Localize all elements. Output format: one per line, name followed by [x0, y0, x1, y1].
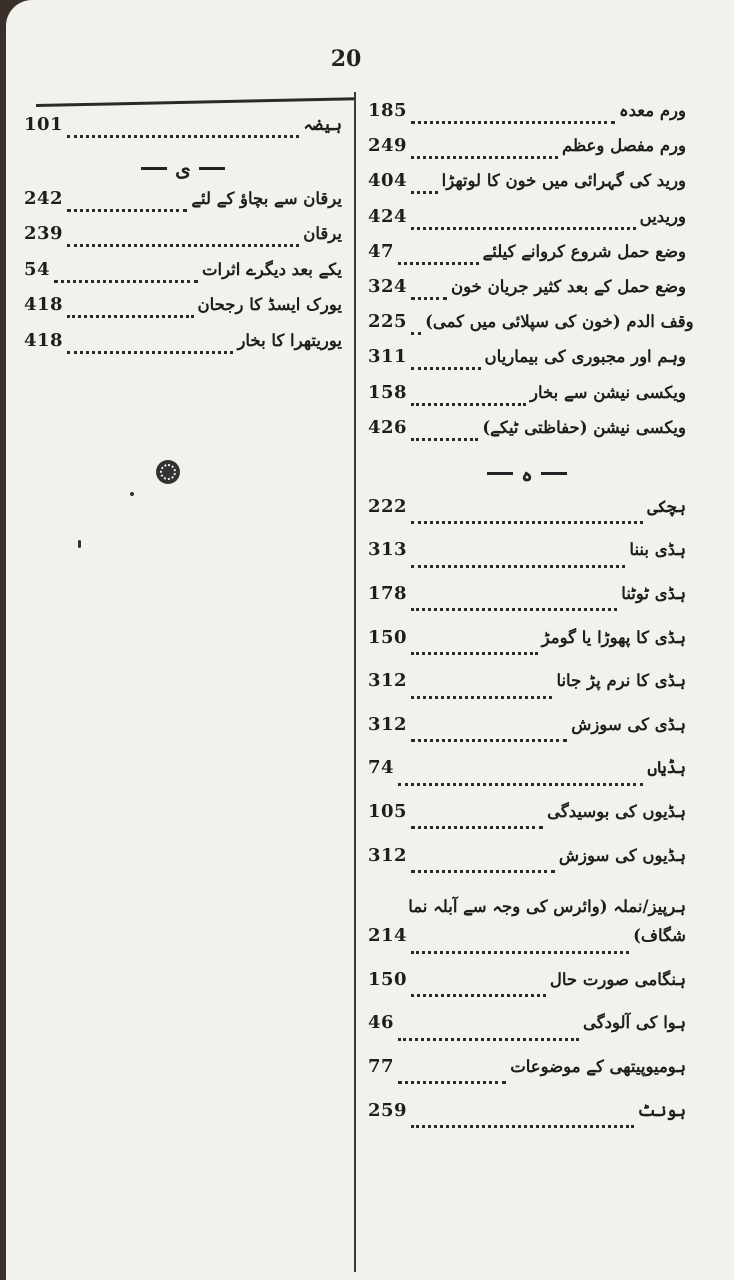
dot-leader — [411, 357, 480, 370]
entry-page: 312 — [368, 844, 408, 866]
entry-page: 150 — [368, 968, 408, 990]
section-heading — [24, 150, 342, 188]
entry-page: 418 — [24, 294, 64, 315]
dot-leader — [67, 341, 233, 354]
entry-page: 46 — [368, 1012, 395, 1034]
dot-leader — [411, 555, 625, 568]
entry-page: 324 — [368, 275, 408, 297]
entry-term: ورید کی گہرائی میں خون کا لوتھڑا — [441, 171, 686, 191]
dot-leader — [67, 199, 187, 212]
heading-dash — [487, 472, 513, 475]
index-entry — [24, 114, 342, 150]
entry-page: 54 — [24, 258, 51, 280]
section-letter: ی — [175, 156, 191, 181]
entry-term: یوریتھرا کا بخار — [237, 330, 342, 350]
entry-term: یورک ایسڈ کا رجحان — [197, 295, 342, 314]
entry-term: یکے بعد دیگرے اثرات — [201, 259, 342, 279]
entry-term: ہنگامی صورت حال — [549, 969, 686, 989]
entry-page: 158 — [368, 381, 408, 403]
entry-term: یرقان سے بچاؤ کے لئے — [191, 188, 342, 208]
entry-page: 77 — [368, 1056, 395, 1077]
index-entry — [368, 241, 686, 276]
dot-leader — [411, 217, 636, 230]
left-column — [24, 114, 342, 365]
dot-leader — [411, 984, 546, 997]
index-entry — [24, 223, 342, 259]
entry-page: 47 — [368, 240, 395, 262]
entry-term: ورم معدہ — [618, 101, 686, 120]
index-entry — [368, 382, 686, 417]
index-entry — [368, 583, 686, 627]
index-entry — [24, 188, 342, 224]
entry-term: وہم اور مجبوری کی بیماریاں — [484, 347, 686, 367]
entry-term: ہومیوپیتھی کے موضوعات — [510, 1057, 686, 1076]
dot-leader — [411, 181, 438, 194]
entry-page: 185 — [368, 100, 408, 121]
entry-page: 311 — [368, 346, 408, 368]
dot-leader — [411, 322, 421, 335]
index-entry — [368, 845, 686, 889]
index-entry — [368, 206, 686, 241]
header-rule — [36, 97, 356, 107]
entry-page: 242 — [24, 187, 64, 209]
dot-leader — [411, 860, 555, 873]
entry-page: 222 — [368, 495, 408, 517]
dot-leader — [411, 1115, 634, 1128]
dot-leader — [411, 146, 558, 159]
section-letter: ہ — [521, 461, 533, 486]
entry-page: 101 — [24, 114, 64, 135]
dot-leader — [67, 125, 299, 138]
entry-page: 418 — [24, 329, 64, 351]
dot-leader — [67, 234, 299, 247]
index-entry — [24, 259, 342, 295]
dot-leader — [398, 773, 643, 786]
column-divider — [354, 92, 356, 1272]
entry-term: ہڈی بننا — [629, 540, 686, 560]
dot-leader — [411, 598, 617, 611]
index-entry — [368, 714, 686, 758]
entry-page: 225 — [368, 311, 408, 333]
dot-leader — [411, 287, 447, 300]
heading-dash — [199, 167, 225, 170]
entry-page: 249 — [368, 135, 408, 157]
entry-page: 404 — [368, 170, 408, 192]
index-entry — [368, 346, 686, 381]
entry-term-line: ہرپیز/نملہ (وائرس کی وجہ سے آبلہ نما — [408, 897, 686, 917]
entry-term: ہڈی کا نرم پڑ جانا — [556, 671, 686, 691]
dot-leader — [411, 393, 526, 406]
dot-leader — [411, 111, 615, 124]
dot-leader — [398, 1071, 506, 1084]
entry-term: ہڈی ٹوٹنا — [621, 584, 686, 604]
index-entry — [368, 417, 686, 452]
entry-page: 105 — [368, 801, 408, 823]
section-heading — [368, 452, 686, 496]
entry-page: 426 — [368, 416, 408, 438]
heading-dash — [141, 167, 167, 170]
dot-leader — [411, 686, 552, 699]
index-entry — [368, 1012, 686, 1056]
entry-term: ہڈیوں کی بوسیدگی — [547, 802, 686, 822]
dot-leader — [54, 270, 198, 283]
index-entry — [368, 925, 686, 969]
entry-page: 259 — [368, 1099, 408, 1121]
index-entry — [368, 539, 686, 583]
entry-term: ویکسی نیشن (حفاظتی ٹیکے) — [482, 417, 686, 437]
entry-term: وضع حمل کے بعد کثیر جریان خون — [451, 276, 686, 296]
index-entry — [368, 627, 686, 671]
index-entry — [24, 330, 342, 366]
index-entry — [368, 170, 686, 205]
dot-leader — [411, 511, 643, 524]
index-entry — [368, 276, 686, 311]
dot-leader — [67, 305, 193, 318]
dot-leader — [411, 816, 543, 829]
dot-leader — [398, 1028, 579, 1041]
right-column — [368, 100, 694, 1143]
entry-term: وریدیں — [639, 206, 686, 226]
entry-term: ہچکی — [647, 496, 686, 516]
entry-page: 312 — [368, 670, 408, 692]
index-entry — [368, 801, 686, 845]
seal-ornament-icon — [156, 460, 180, 484]
dot-leader — [411, 729, 567, 742]
index-entry — [368, 757, 686, 801]
index-entry — [368, 670, 686, 714]
index-entry — [368, 496, 686, 540]
entry-term: یرقان — [303, 224, 342, 243]
entry-page: 424 — [368, 205, 408, 227]
entry-term: ہڈی کی سوزش — [571, 714, 686, 734]
book-page — [6, 0, 734, 1280]
entry-term: ورم مفصل وعظم — [562, 136, 686, 156]
entry-page: 74 — [368, 757, 395, 779]
index-entry — [368, 969, 686, 1013]
entry-page: 150 — [368, 626, 408, 648]
entry-term: وضع حمل شروع کروانے کیلئے — [482, 241, 686, 261]
index-entry — [368, 1056, 686, 1100]
page-number: 20 — [330, 46, 362, 72]
index-entry — [24, 294, 342, 330]
dot-leader — [411, 428, 478, 441]
entry-page: 313 — [368, 539, 408, 561]
entry-term: وقف الدم (خون کی سپلائی میں کمی) — [425, 312, 694, 332]
entry-page: 239 — [24, 223, 64, 244]
index-entry — [368, 311, 694, 346]
ink-speck — [130, 492, 134, 496]
entry-page: 178 — [368, 583, 408, 605]
entry-page: 214 — [368, 925, 408, 947]
entry-term: ویکسی نیشن سے بخار — [530, 382, 686, 402]
index-entry — [368, 100, 686, 135]
dot-leader — [411, 642, 538, 655]
heading-dash — [541, 472, 567, 475]
entry-term: شگاف) — [633, 926, 686, 946]
dot-leader — [411, 941, 629, 954]
entry-term: ہڈی کا پھوڑا یا گومڑ — [541, 627, 686, 647]
entry-term: ہونٹ — [637, 1100, 686, 1120]
entry-term: ہیضہ — [303, 115, 342, 134]
entry-page: 312 — [368, 713, 408, 735]
entry-term: ہڈیوں کی سوزش — [558, 845, 686, 865]
dot-leader — [398, 252, 479, 265]
ink-speck — [78, 540, 81, 548]
entry-term: ہوا کی آلودگی — [583, 1013, 686, 1033]
index-entry — [368, 135, 686, 170]
entry-term: ہڈیاں — [647, 758, 686, 778]
index-entry — [368, 1100, 686, 1144]
